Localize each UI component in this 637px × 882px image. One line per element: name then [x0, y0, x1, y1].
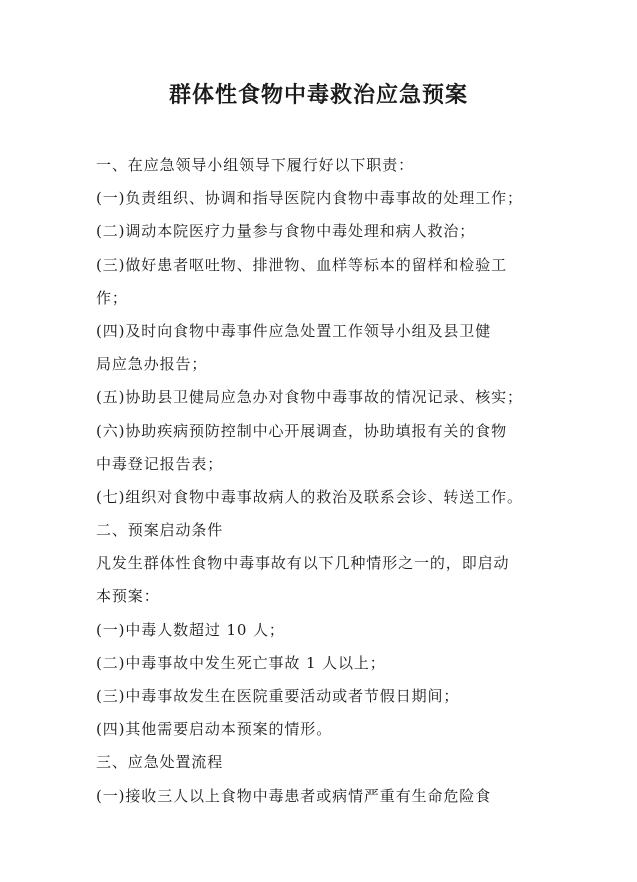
process-item-1: (一)接收三人以上食物中毒患者或病情严重有生命危险食: [96, 786, 492, 805]
duty-item-4-cont: 局应急办报告；: [96, 355, 208, 374]
trigger-intro-cont: 本预案：: [96, 587, 160, 606]
duty-item-5: (五)协助县卫健局应急办对食物中毒事故的情况记录、核实；: [96, 388, 523, 407]
document-body: [96, 149, 554, 813]
duty-item-7: (七)组织对食物中毒事故病人的救治及联系会诊、转送工作。: [96, 487, 523, 506]
duty-item-6-cont: 中毒登记报告表；: [96, 454, 224, 473]
duty-item-4: (四)及时向食物中毒事件应急处置工作领导小组及县卫健: [96, 321, 492, 340]
trigger-item-3: (三)中毒事故发生在医院重要活动或者节假日期间；: [96, 687, 460, 705]
section-heading-2: 二、预案启动条件: [96, 521, 224, 540]
section-heading-3: 三、应急处置流程: [96, 753, 224, 772]
trigger-intro: 凡发生群体性食物中毒事故有以下几种情形之一的，即启动: [96, 554, 510, 573]
duty-item-3-cont: 作；: [96, 288, 128, 307]
document-title: 群体性食物中毒救治应急预案: [168, 83, 468, 108]
duty-item-2: (二)调动本院医疗力量参与食物中毒处理和病人救治；: [96, 222, 476, 241]
trigger-item-2: (二)中毒事故中发生死亡事故 1 人以上；: [96, 653, 386, 672]
duty-item-6: (六)协助疾病预防控制中心开展调查，协助填报有关的食物: [96, 421, 508, 440]
trigger-item-1: (一)中毒人数超过 10 人；: [96, 620, 285, 639]
duty-item-3: (三)做好患者呕吐物、排泄物、血样等标本的留样和检验工: [96, 255, 508, 274]
trigger-item-4: (四)其他需要启动本预案的情形。: [96, 720, 333, 739]
section-heading-1: 一、在应急领导小组领导下履行好以下职责：: [96, 156, 415, 174]
duty-item-1: (一)负责组织、协调和指导医院内食物中毒事故的处理工作；: [96, 189, 523, 208]
